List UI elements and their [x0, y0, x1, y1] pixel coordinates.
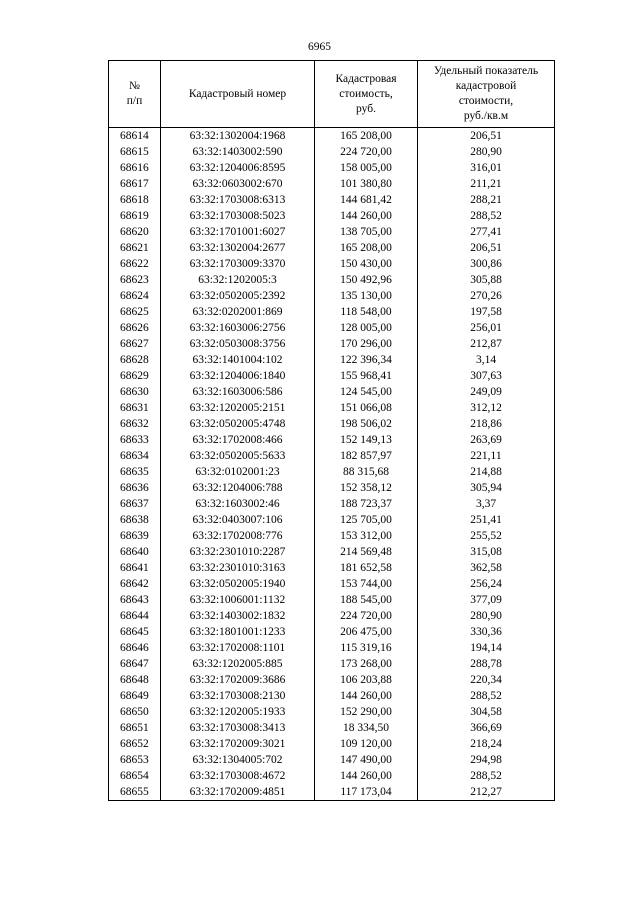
- row-number-cell: 68647: [109, 656, 161, 672]
- cadastral-value-cell: 151 066,08: [315, 400, 418, 416]
- specific-value-cell: 315,08: [418, 544, 555, 560]
- row-number-cell: 68626: [109, 320, 161, 336]
- cadastral-number-cell: 63:32:1202005:1933: [161, 704, 315, 720]
- cadastral-value-cell: 144 260,00: [315, 208, 418, 224]
- cadastral-value-cell: 188 545,00: [315, 592, 418, 608]
- table-row: [109, 160, 555, 176]
- row-number-cell: 68627: [109, 336, 161, 352]
- row-number-cell: 68650: [109, 704, 161, 720]
- cadastral-number-cell: 63:32:1702008:776: [161, 528, 315, 544]
- cadastral-value-cell: 109 120,00: [315, 736, 418, 752]
- specific-value-cell: 305,88: [418, 272, 555, 288]
- cadastral-value-cell: 158 005,00: [315, 160, 418, 176]
- specific-value-cell: 256,24: [418, 576, 555, 592]
- specific-value-cell: 220,34: [418, 672, 555, 688]
- cadastral-value-cell: 117 173,04: [315, 784, 418, 801]
- row-number-cell: 68641: [109, 560, 161, 576]
- cadastral-value-cell: 144 260,00: [315, 688, 418, 704]
- row-number-cell: 68630: [109, 384, 161, 400]
- row-number-cell: 68631: [109, 400, 161, 416]
- table-row: [109, 464, 555, 480]
- cadastral-number-cell: 63:32:0102001:23: [161, 464, 315, 480]
- specific-value-cell: 288,52: [418, 768, 555, 784]
- row-number-cell: 68633: [109, 432, 161, 448]
- specific-value-cell: 312,12: [418, 400, 555, 416]
- cadastral-number-cell: 63:32:0603002:670: [161, 176, 315, 192]
- specific-value-cell: 294,98: [418, 752, 555, 768]
- specific-value-cell: 330,36: [418, 624, 555, 640]
- cadastral-number-cell: 63:32:1202005:3: [161, 272, 315, 288]
- row-number-cell: 68652: [109, 736, 161, 752]
- row-number-cell: 68621: [109, 240, 161, 256]
- row-number-cell: 68628: [109, 352, 161, 368]
- table-row: [109, 528, 555, 544]
- specific-value-cell: 3,37: [418, 496, 555, 512]
- table-row: [109, 432, 555, 448]
- cadastral-number-cell: 63:32:1703009:3370: [161, 256, 315, 272]
- cadastral-number-cell: 63:32:1302004:1968: [161, 128, 315, 145]
- row-number-cell: 68645: [109, 624, 161, 640]
- table-row: [109, 560, 555, 576]
- cadastral-value-cell: 128 005,00: [315, 320, 418, 336]
- specific-value-cell: 316,01: [418, 160, 555, 176]
- table-row: [109, 576, 555, 592]
- cadastral-value-cell: 150 430,00: [315, 256, 418, 272]
- cadastral-number-cell: 63:32:1202005:885: [161, 656, 315, 672]
- table-row: [109, 256, 555, 272]
- table-row: [109, 688, 555, 704]
- cadastral-number-cell: 63:32:1403002:590: [161, 144, 315, 160]
- cadastral-number-cell: 63:32:1702009:3021: [161, 736, 315, 752]
- row-number-cell: 68653: [109, 752, 161, 768]
- specific-value-cell: 304,58: [418, 704, 555, 720]
- cadastral-value-cell: 165 208,00: [315, 240, 418, 256]
- specific-value-cell: 249,09: [418, 384, 555, 400]
- specific-value-cell: 255,52: [418, 528, 555, 544]
- table-row: [109, 640, 555, 656]
- cadastral-value-cell: 115 319,16: [315, 640, 418, 656]
- cadastral-value-cell: 88 315,68: [315, 464, 418, 480]
- cadastral-value-cell: 152 149,13: [315, 432, 418, 448]
- table-row: [109, 672, 555, 688]
- cadastral-value-cell: 153 312,00: [315, 528, 418, 544]
- cadastral-number-cell: 63:32:1702009:3686: [161, 672, 315, 688]
- cadastral-number-cell: 63:32:1703008:2130: [161, 688, 315, 704]
- specific-value-cell: 366,69: [418, 720, 555, 736]
- cadastral-value-cell: 224 720,00: [315, 144, 418, 160]
- row-number-cell: 68615: [109, 144, 161, 160]
- row-number-cell: 68624: [109, 288, 161, 304]
- cadastral-number-cell: 63:32:0502005:2392: [161, 288, 315, 304]
- row-number-cell: 68618: [109, 192, 161, 208]
- row-number-cell: 68638: [109, 512, 161, 528]
- table-row: [109, 304, 555, 320]
- specific-value-cell: 206,51: [418, 240, 555, 256]
- cadastral-number-cell: 63:32:1302004:2677: [161, 240, 315, 256]
- specific-value-cell: 256,01: [418, 320, 555, 336]
- cadastral-number-cell: 63:32:1204006:8595: [161, 160, 315, 176]
- cadastral-number-cell: 63:32:1603002:46: [161, 496, 315, 512]
- row-number-cell: 68654: [109, 768, 161, 784]
- row-number-cell: 68625: [109, 304, 161, 320]
- cadastral-value-cell: 214 569,48: [315, 544, 418, 560]
- cadastral-value-cell: 152 358,12: [315, 480, 418, 496]
- cadastral-value-cell: 182 857,97: [315, 448, 418, 464]
- table-row: [109, 752, 555, 768]
- row-number-cell: 68649: [109, 688, 161, 704]
- cadastral-number-cell: 63:32:1603006:2756: [161, 320, 315, 336]
- cadastral-number-cell: 63:32:1703008:3413: [161, 720, 315, 736]
- row-number-cell: 68629: [109, 368, 161, 384]
- cadastral-number-cell: 63:32:2301010:2287: [161, 544, 315, 560]
- table-row: [109, 448, 555, 464]
- table-row: [109, 128, 555, 145]
- specific-value-cell: 206,51: [418, 128, 555, 145]
- table-row: [109, 512, 555, 528]
- cadastral-value-cell: 122 396,34: [315, 352, 418, 368]
- cadastral-number-cell: 63:32:1401004:102: [161, 352, 315, 368]
- table-row: [109, 400, 555, 416]
- specific-value-cell: 305,94: [418, 480, 555, 496]
- cadastral-value-cell: 138 705,00: [315, 224, 418, 240]
- specific-value-cell: 307,63: [418, 368, 555, 384]
- row-number-cell: 68619: [109, 208, 161, 224]
- specific-value-cell: 288,52: [418, 208, 555, 224]
- page-number: 6965: [308, 41, 331, 53]
- header-specific-value: Удельный показатель кадастровой стоимости, руб./кв.м: [418, 61, 555, 128]
- cadastral-number-cell: 63:32:1702008:466: [161, 432, 315, 448]
- cadastral-value-cell: 135 130,00: [315, 288, 418, 304]
- table-row: [109, 768, 555, 784]
- specific-value-cell: 221,11: [418, 448, 555, 464]
- cadastral-number-cell: 63:32:1801001:1233: [161, 624, 315, 640]
- table-row: [109, 192, 555, 208]
- specific-value-cell: 194,14: [418, 640, 555, 656]
- cadastral-value-cell: 181 652,58: [315, 560, 418, 576]
- specific-value-cell: 277,41: [418, 224, 555, 240]
- cadastral-number-cell: 63:32:1703008:5023: [161, 208, 315, 224]
- specific-value-cell: 211,21: [418, 176, 555, 192]
- cadastral-number-cell: 63:32:1703008:6313: [161, 192, 315, 208]
- row-number-cell: 68644: [109, 608, 161, 624]
- table-row: [109, 320, 555, 336]
- header-row-number: № п/п: [109, 61, 161, 128]
- specific-value-cell: 288,52: [418, 688, 555, 704]
- specific-value-cell: 197,58: [418, 304, 555, 320]
- cadastral-number-cell: 63:32:0502005:4748: [161, 416, 315, 432]
- table-row: [109, 656, 555, 672]
- table-row: [109, 480, 555, 496]
- cadastral-number-cell: 63:32:1204006:1840: [161, 368, 315, 384]
- cadastral-number-cell: 63:32:1202005:2151: [161, 400, 315, 416]
- cadastral-value-cell: 153 744,00: [315, 576, 418, 592]
- table-header-row: [109, 61, 555, 128]
- table-row: [109, 608, 555, 624]
- specific-value-cell: 212,87: [418, 336, 555, 352]
- cadastral-value-cell: 224 720,00: [315, 608, 418, 624]
- row-number-cell: 68642: [109, 576, 161, 592]
- specific-value-cell: 3,14: [418, 352, 555, 368]
- table-row: [109, 176, 555, 192]
- specific-value-cell: 212,27: [418, 784, 555, 801]
- cadastral-number-cell: 63:32:0403007:106: [161, 512, 315, 528]
- cadastral-number-cell: 63:32:1701001:6027: [161, 224, 315, 240]
- cadastral-value-cell: 18 334,50: [315, 720, 418, 736]
- header-cadastral-number: Кадастровый номер: [161, 61, 315, 128]
- cadastral-value-cell: 101 380,80: [315, 176, 418, 192]
- cadastral-number-cell: 63:32:1304005:702: [161, 752, 315, 768]
- cadastral-value-cell: 124 545,00: [315, 384, 418, 400]
- table-row: [109, 352, 555, 368]
- cadastral-value-cell: 206 475,00: [315, 624, 418, 640]
- specific-value-cell: 218,86: [418, 416, 555, 432]
- specific-value-cell: 362,58: [418, 560, 555, 576]
- cadastral-number-cell: 63:32:1703008:4672: [161, 768, 315, 784]
- row-number-cell: 68622: [109, 256, 161, 272]
- cadastral-value-cell: 173 268,00: [315, 656, 418, 672]
- cadastral-value-cell: 144 681,42: [315, 192, 418, 208]
- row-number-cell: 68616: [109, 160, 161, 176]
- table-row: [109, 208, 555, 224]
- table-row: [109, 336, 555, 352]
- table-row: [109, 416, 555, 432]
- table-row: [109, 544, 555, 560]
- table-body: [109, 128, 555, 801]
- row-number-cell: 68620: [109, 224, 161, 240]
- specific-value-cell: 288,78: [418, 656, 555, 672]
- row-number-cell: 68639: [109, 528, 161, 544]
- row-number-cell: 68640: [109, 544, 161, 560]
- table-row: [109, 144, 555, 160]
- row-number-cell: 68637: [109, 496, 161, 512]
- specific-value-cell: 300,86: [418, 256, 555, 272]
- row-number-cell: 68651: [109, 720, 161, 736]
- table-row: [109, 240, 555, 256]
- specific-value-cell: 377,09: [418, 592, 555, 608]
- cadastral-value-cell: 165 208,00: [315, 128, 418, 145]
- cadastral-value-cell: 170 296,00: [315, 336, 418, 352]
- cadastral-value-cell: 118 548,00: [315, 304, 418, 320]
- header-cadastral-value: Кадастровая стоимость, руб.: [315, 61, 418, 128]
- cadastral-number-cell: 63:32:1603006:586: [161, 384, 315, 400]
- table-row: [109, 368, 555, 384]
- cadastral-value-cell: 106 203,88: [315, 672, 418, 688]
- table-row: [109, 624, 555, 640]
- row-number-cell: 68614: [109, 128, 161, 145]
- cadastral-number-cell: 63:32:0202001:869: [161, 304, 315, 320]
- table-row: [109, 384, 555, 400]
- table-row: [109, 224, 555, 240]
- cadastral-number-cell: 63:32:1702009:4851: [161, 784, 315, 801]
- cadastral-value-cell: 152 290,00: [315, 704, 418, 720]
- row-number-cell: 68617: [109, 176, 161, 192]
- table-row: [109, 288, 555, 304]
- table-row: [109, 704, 555, 720]
- specific-value-cell: 280,90: [418, 144, 555, 160]
- cadastral-number-cell: 63:32:1204006:788: [161, 480, 315, 496]
- cadastral-value-cell: 155 968,41: [315, 368, 418, 384]
- table-row: [109, 720, 555, 736]
- cadastral-value-cell: 144 260,00: [315, 768, 418, 784]
- row-number-cell: 68646: [109, 640, 161, 656]
- cadastral-value-table: [108, 60, 555, 801]
- cadastral-value-cell: 150 492,96: [315, 272, 418, 288]
- specific-value-cell: 214,88: [418, 464, 555, 480]
- row-number-cell: 68655: [109, 784, 161, 801]
- table-row: [109, 736, 555, 752]
- cadastral-number-cell: 63:32:0503008:3756: [161, 336, 315, 352]
- cadastral-value-cell: 198 506,02: [315, 416, 418, 432]
- cadastral-number-cell: 63:32:1403002:1832: [161, 608, 315, 624]
- row-number-cell: 68648: [109, 672, 161, 688]
- table-row: [109, 592, 555, 608]
- specific-value-cell: 280,90: [418, 608, 555, 624]
- cadastral-number-cell: 63:32:0502005:5633: [161, 448, 315, 464]
- cadastral-number-cell: 63:32:2301010:3163: [161, 560, 315, 576]
- table-row: [109, 496, 555, 512]
- cadastral-number-cell: 63:32:0502005:1940: [161, 576, 315, 592]
- row-number-cell: 68636: [109, 480, 161, 496]
- cadastral-value-cell: 125 705,00: [315, 512, 418, 528]
- specific-value-cell: 288,21: [418, 192, 555, 208]
- row-number-cell: 68635: [109, 464, 161, 480]
- specific-value-cell: 263,69: [418, 432, 555, 448]
- row-number-cell: 68623: [109, 272, 161, 288]
- cadastral-number-cell: 63:32:1702008:1101: [161, 640, 315, 656]
- cadastral-value-cell: 188 723,37: [315, 496, 418, 512]
- table-row: [109, 784, 555, 801]
- specific-value-cell: 270,26: [418, 288, 555, 304]
- specific-value-cell: 218,24: [418, 736, 555, 752]
- row-number-cell: 68643: [109, 592, 161, 608]
- cadastral-value-cell: 147 490,00: [315, 752, 418, 768]
- table-row: [109, 272, 555, 288]
- specific-value-cell: 251,41: [418, 512, 555, 528]
- cadastral-number-cell: 63:32:1006001:1132: [161, 592, 315, 608]
- row-number-cell: 68632: [109, 416, 161, 432]
- row-number-cell: 68634: [109, 448, 161, 464]
